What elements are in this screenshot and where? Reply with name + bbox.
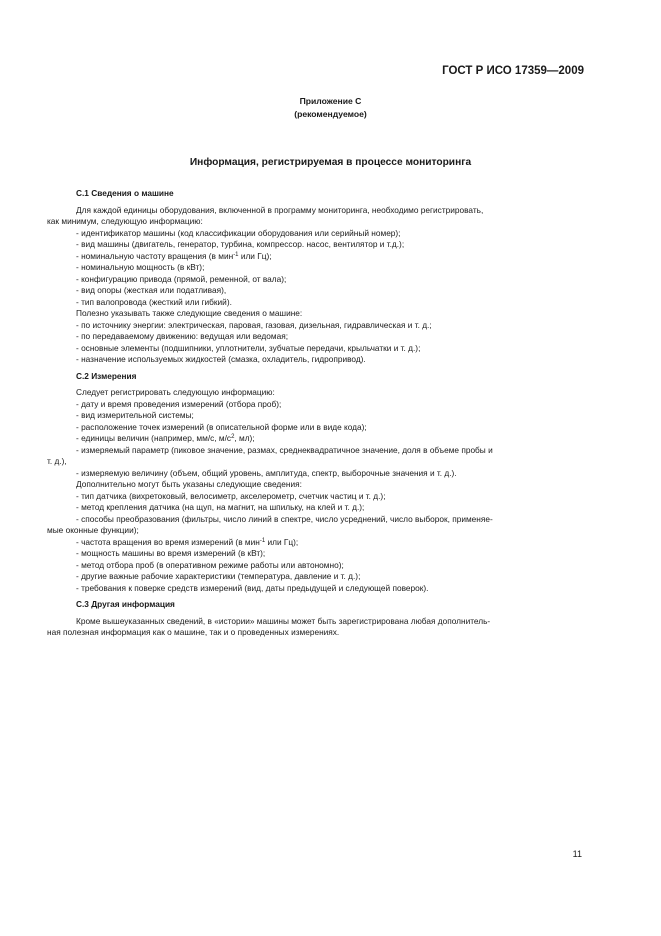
list-item-conversion: - способы преобразования (фильтры, число линий в спектре, число усреднений, число выборок, применяе- <box>76 513 493 524</box>
list-item: - другие важные рабочие характеристики (температура, давление и т. д.); <box>76 571 361 581</box>
list-item: - тип валопровода (жесткий или гибкий). <box>76 296 232 307</box>
list-item: - метод отбора проб (в оперативном режиме работы или автономно); <box>76 559 344 570</box>
list-item: - измеряемую величину (объем, общий уровень, амплитуда, спектр, выборочные значения и т. д.). <box>76 467 457 478</box>
list-intro: Дополнительно могут быть указаны следующие сведения: <box>76 479 302 489</box>
list-intro: Полезно указывать также следующие сведения о машине: <box>76 308 303 318</box>
list-item: - расположение точек измерений (в описательной форме или в виде кода); <box>76 421 367 432</box>
list-item: - метод крепления датчика (на щуп, на магнит, на шпильку, на клей и т. д.); <box>76 502 365 512</box>
section-title: Информация, регистрируемая в процессе мониторинга <box>189 157 472 168</box>
document-id: ГОСТ Р ИСО 17359—2009 <box>442 65 584 77</box>
list-item: - по источнику энергии: электрическая, паровая, газовая, дизельная, гидравлическая и т. д.; <box>76 319 432 330</box>
list-item-parameter: - измеряемый параметр (пиковое значение, размах, среднеквадратичное значение, доля в объеме пробы и <box>76 444 493 455</box>
list-item-rotation: - частота вращения во время измерений (в мин$^{-1}$ или Гц); <box>76 536 299 547</box>
list-item: - назначение используемых жидкостей (смазка, охладитель, гидропривод). <box>76 354 366 364</box>
annex-title: Приложение С <box>299 96 362 106</box>
list-item-parameter-cont: т. д.), <box>47 456 67 466</box>
list-item: - конфигурацию привода (прямой, ременной, от вала); <box>76 273 287 284</box>
heading-c3: С.3 Другая информация <box>76 599 175 609</box>
list-item: - вид измерительной системы; <box>76 410 194 420</box>
list-item: - идентификатор машины (код классификации оборудования или серийный номер); <box>76 227 401 238</box>
list-item: - мощность машины во время измерений (в кВт); <box>76 548 266 558</box>
list-item-speed: - номинальную частоту вращения (в мин$^{-1}$ или Гц); <box>76 250 272 261</box>
c1-intro-line-2: как минимум, следующую информацию: <box>47 216 203 226</box>
list-item: - номинальную мощность (в кВт); <box>76 262 205 272</box>
page-number: 11 <box>572 849 582 859</box>
c3-text-line-2: ная полезная информация как о машине, так и о проведенных измерениях. <box>47 627 340 637</box>
list-intro: Следует регистрировать следующую информацию: <box>76 387 275 397</box>
list-item-units: - единицы величин (например, мм/с, $м/с^2$, мл); <box>76 433 255 443</box>
heading-c1: С.1 Сведения о машине <box>76 188 174 198</box>
c1-intro-line-1: Для каждой единицы оборудования, включенной в программу мониторинга, необходимо регистрировать, <box>76 204 484 215</box>
list-item: - требования к поверке средств измерений (вид, даты предыдущей и следующей поверок). <box>76 582 429 593</box>
list-item-conversion-cont: мые оконные функции); <box>47 525 139 535</box>
list-item: - тип датчика (вихретоковый, велосиметр, акселерометр, счетчик частиц и т. д.); <box>76 490 386 501</box>
list-item: - дату и время проведения измерений (отбора проб); <box>76 398 282 409</box>
document-body <box>47 188 584 639</box>
heading-c2: С.2 Измерения <box>76 370 137 381</box>
list-item: - основные элементы (подшипники, уплотнители, зубчатые передачи, крыльчатки и т. д.); <box>76 342 421 353</box>
list-item: - вид машины (двигатель, генератор, турбина, компрессор. насос, вентилятор и т.д.); <box>76 239 405 249</box>
annex-status: (рекомендуемое) <box>294 109 367 119</box>
list-item: - по передаваемому движению: ведущая или ведомая; <box>76 331 289 341</box>
list-item: - вид опоры (жесткая или податливая), <box>76 285 227 295</box>
c3-text-line-1: Кроме вышеуказанных сведений, в «истории» машины может быть зарегистрирована любая дополнитель- <box>76 615 491 626</box>
